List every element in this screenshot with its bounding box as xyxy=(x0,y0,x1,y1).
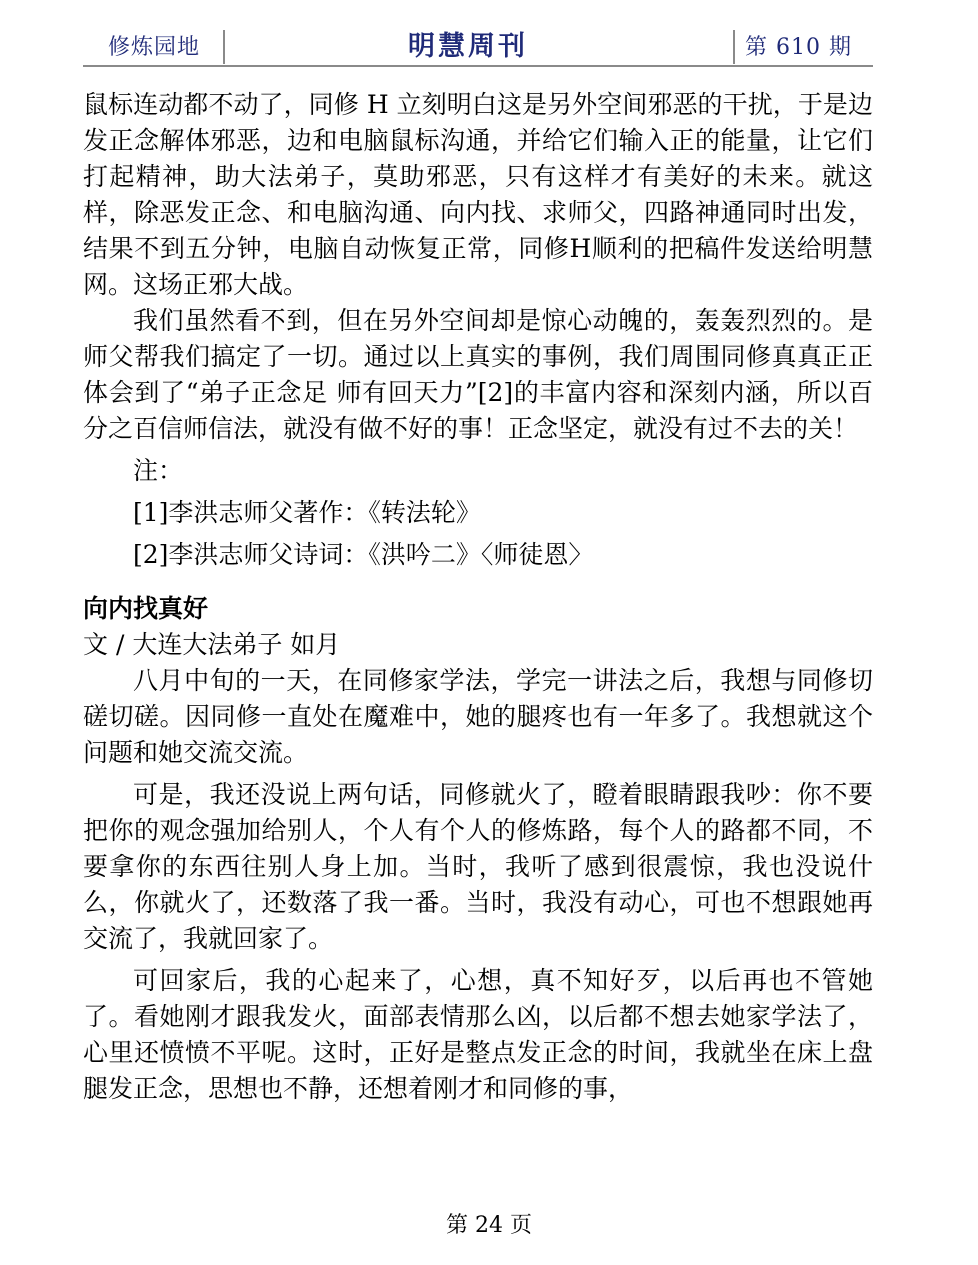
article1-paragraph-2: 我们虽然看不到，但在另外空间却是惊心动魄的，轰轰烈烈的。是师父帮我们搞定了一切。通过以上真实的事例，我们周围同修真真正正体会到了“弟子正念足 师有回天力”[2]的丰富内容和深刻内涵，所以百分之百信师信法，就没有做不好的事！正念坚定，就没有过不去的关！ xyxy=(83,306,873,443)
article2-paragraph-2: 可是，我还没说上两句话，同修就火了，瞪着眼睛跟我吵：你不要把你的观念强加给别人，个人有个人的修炼路，每个人的路都不同，不要拿你的东西往别人身上加。当时，我听了感到很震惊，我也没说什么，你就火了，还数落了我一番。当时，我没有动心，可也不想跟她再交流了，我就回家了。 xyxy=(83,780,873,953)
header-issue-number: 第 610 期 xyxy=(745,35,852,60)
header-divider-left xyxy=(223,30,225,64)
header-publication-title: 明慧周刊 xyxy=(408,31,528,62)
header-divider-right xyxy=(733,30,735,64)
page-number: 第 24 页 xyxy=(446,1213,532,1238)
article2-paragraph-1: 八月中旬的一天，在同修家学法，学完一讲法之后，我想与同修切磋切磋。因同修一直处在魔难中，她的腿疼也有一年多了。我想就这个问题和她交流交流。 xyxy=(83,666,873,767)
article2-paragraph-3: 可回家后，我的心起来了，心想，真不知好歹，以后再也不管她了。看她刚才跟我发火，面部表情那么凶，以后都不想去她家学法了，心里还愤愤不平呢。这时，正好是整点发正念的时间，我就坐在床上盘腿发正念，思想也不静，还想着刚才和同修的事， xyxy=(83,966,873,1103)
notes-label: 注： xyxy=(133,456,184,485)
note-item-2: [2]李洪志师父诗词：《洪吟二》〈师徒恩〉 xyxy=(133,540,594,569)
header-rule xyxy=(83,65,873,67)
article2-title: 向内找真好 xyxy=(83,594,209,623)
article2-byline: 文 / 大连大法弟子 如月 xyxy=(83,630,341,659)
note-item-1: [1]李洪志师父著作：《转法轮》 xyxy=(133,498,481,527)
page-header xyxy=(83,22,873,70)
page-content xyxy=(83,87,873,1107)
article1-paragraph-1: 鼠标连动都不动了，同修 H 立刻明白这是另外空间邪恶的干扰，于是边发正念解体邪恶，边和电脑鼠标沟通，并给它们输入正的能量，让它们打起精神，助大法弟子，莫助邪恶，只有这样才有美好的未来。就这样，除恶发正念、和电脑沟通、向内找、求师父，四路神通同时出发，结果不到五分钟，电脑自动恢复正常，同修H顺利的把稿件发送给明慧网。这场正邪大战。 xyxy=(83,90,873,299)
header-section-name: 修炼园地 xyxy=(108,35,201,60)
